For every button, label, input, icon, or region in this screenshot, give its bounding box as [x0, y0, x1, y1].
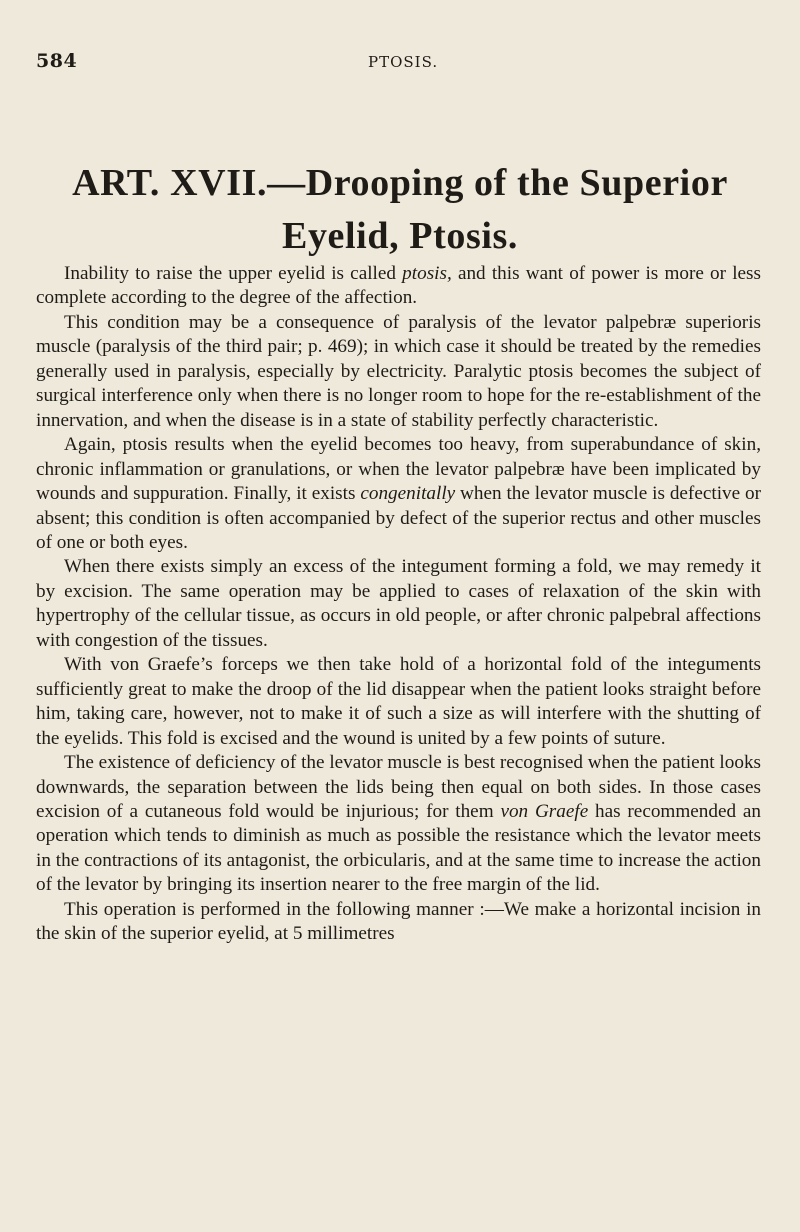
paragraph-text: When there exists simply an excess of the integument forming a fold, we may remedy it by excision. The same operation may be applied to cases of relaxation of the skin with hypertrophy of the cellular tissue, as occurs in old people, or after chronic palpebral affections with congestion of the tissues. — [36, 556, 761, 651]
paragraph — [36, 555, 761, 653]
paragraph-text: This condition may be a consequence of paralysis of the levator palpebræ superioris muscle (paralysis of the third pair; p. 469); in which case it should be treated by the remedies generally used in paralysis, especially by electricity. Paralytic ptosis becomes the subject of surgical interference only when there is no longer room to hope for the re-establishment of the innervation, and when the disease is in a state of stability perfectly characteristic. — [36, 311, 761, 431]
page-number: 584 — [36, 50, 78, 72]
paragraph-text: The existence of deficiency of the levator muscle is best recognised when the patient looks downwards, the separation between the lids being then equal on both sides. In those cases excision of a cutaneous fold would be injurious; for them — [36, 752, 761, 822]
italic-text: von Graefe — [500, 800, 589, 822]
paragraph-text: when the levator muscle is defective or absent; this condition is often accompanied by defect of the superior rectus and other muscles of one or both eyes. — [36, 483, 761, 553]
paragraph-text: This operation is performed in the following manner :—We make a horizontal incision in the skin of the superior eyelid, at 5 millimetres — [36, 898, 761, 945]
paragraph — [36, 653, 761, 751]
paragraph-text: has recommended an operation which tends to diminish as much as possible the resistance which the levator meets in the contractions of its antagonist, the orbicularis, and at the same time to increase the action of the levator by bringing its insertion nearer to the free margin of the lid. — [36, 800, 761, 896]
paragraph — [36, 433, 761, 555]
running-head — [36, 50, 764, 76]
paragraph-text: With von Graefe’s forceps we then take hold of a horizontal fold of the integuments sufficiently great to make the droop of the lid disappear when the patient looks straight before him, taking care, however, not to make it of such a size as will interfere with the shutting of the eyelids. This fold is excised and the wound is united by a few points of suture. — [36, 654, 761, 749]
italic-text: ptosis, — [402, 263, 452, 284]
article-title-line-1: ART. XVII.—Drooping of the Superior — [72, 162, 728, 205]
article-title — [50, 157, 750, 263]
paragraph-text: Inability to raise the upper eyelid is called — [64, 263, 403, 284]
paragraph-text: Again, ptosis results when the eyelid becomes too heavy, from superabundance of skin, chronic inflammation or granulations, or when the levator palpebræ have been implicated by wounds and suppuration. Finally, it exists — [36, 434, 761, 505]
article-title-line-2: Eyelid, Ptosis. — [282, 215, 518, 258]
paragraph — [36, 262, 761, 311]
paragraph-text: and this want of power is more or less complete according to the degree of the affection. — [36, 263, 761, 309]
running-title: PTOSIS. — [368, 53, 439, 71]
italic-text: congenitally — [360, 483, 456, 505]
paragraph — [36, 311, 761, 433]
paragraph — [36, 751, 761, 898]
article-body — [36, 262, 761, 947]
paragraph — [36, 898, 761, 947]
